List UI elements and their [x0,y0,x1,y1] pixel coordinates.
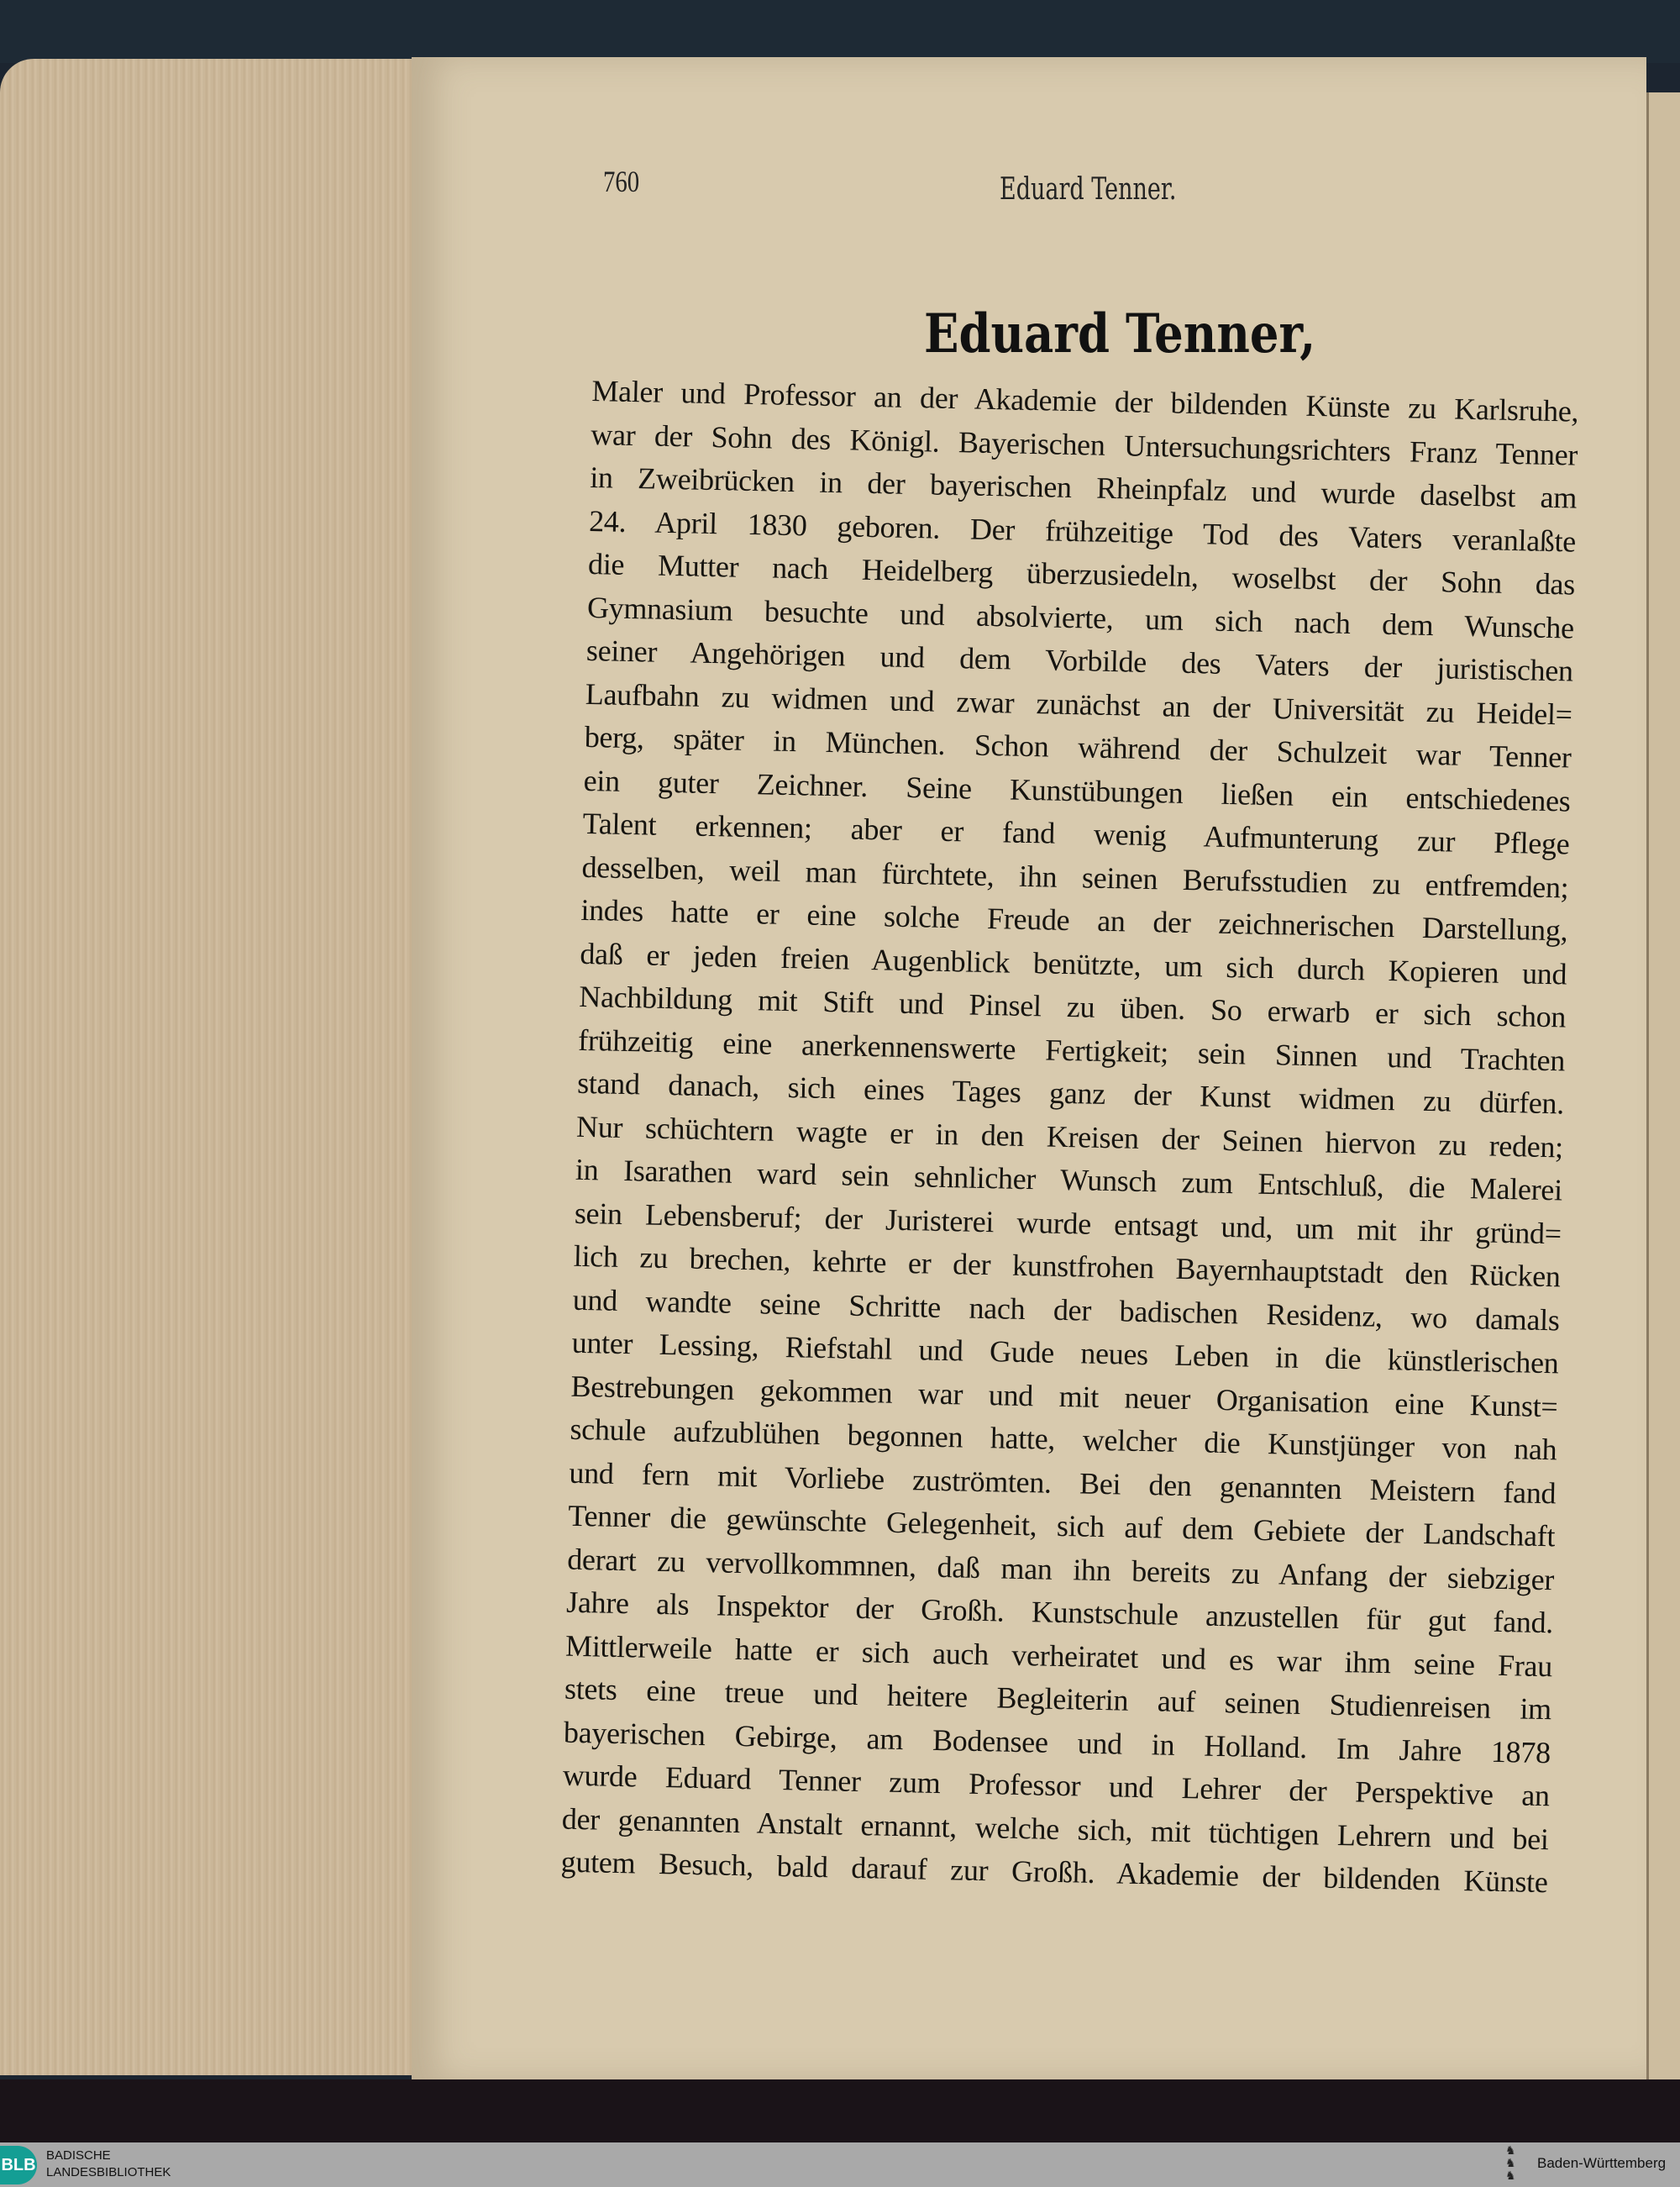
text-line: seiner Angehörigen und dem Vorbilde des Vaters der juristischen [585,633,1574,688]
text-line: in Isarathen ward sein sehnlicher Wunsch zum Entschluß, die Malerei [575,1152,1563,1207]
text-line: Tenner die gewünschte Gelegenheit, sich auf dem Gebiete der Landschaft [568,1498,1556,1554]
text-line: gutem Besuch, bald darauf zur Großh. Akademie der bildenden Künste [560,1844,1548,1900]
text-line: Talent erkennen; aber er fand wenig Aufmunterung zur Pflege [582,806,1570,861]
text-line: Mittlerweile hatte er sich auch verheiratet und es war ihm seine Frau [564,1628,1553,1683]
library-name-line-2: LANDESBIBLIOTHEK [46,2165,171,2179]
text-line: lich zu brechen, kehrte er der kunstfrohen Bayernhauptstadt den Rücken [573,1238,1562,1294]
three-lions-icon: ♞ ♞ ♞ [1505,2144,1516,2183]
text-line: wurde Eduard Tenner zum Professor und Lehrer der Perspektive an [562,1758,1551,1813]
text-line: unter Lessing, Riefstahl und Gude neues Leben in die künstlerischen [571,1325,1559,1380]
footer-bar [0,2142,1680,2187]
text-line: Nur schüchtern wagte er in den Kreisen der Seinen hiervon zu reden; [575,1109,1564,1164]
text-line: ein guter Zeichner. Seine Kunstübungen ließen ein entschiedenes [583,763,1571,817]
state-name[interactable]: Baden-Württemberg [1537,2155,1667,2171]
text-line: Nachbildung mit Stift und Pinsel zu üben. So erwarb er sich schon [578,979,1567,1034]
text-line: stand danach, sich eines Tages ganz der Kunst widmen zu dürfen. [576,1065,1565,1121]
article-title: Eduard Tenner, [924,302,1316,365]
page-number: 760 [603,165,640,198]
text-line: derart zu vervollkommnen, daß man ihn bereits zu Anfang der siebziger [566,1542,1555,1596]
text-line: schule aufzublühen begonnen hatte, welcher die Kunstjünger von nah [570,1412,1557,1467]
text-line: 24. April 1830 geboren. Der frühzeitige Tod des Vaters veranlaßte [588,503,1577,559]
text-line: war der Sohn des Königl. Bayerischen Untersuchungsrichters Franz Tenner [590,417,1578,472]
library-name-line-1: BADISCHE [46,2148,111,2163]
text-line: desselben, weil man fürchtete, ihn seinen Berufsstudien zu entfremden; [581,849,1569,904]
text-line: Bestrebungen gekommen war und mit neuer Organisation eine Kunst= [570,1369,1558,1423]
text-line: und fern mit Vorliebe zuströmten. Bei den genannten Meistern fand [569,1455,1557,1510]
book-fore-edge [0,59,420,2075]
text-line: der genannten Anstalt ernannt, welche sich, mit tüchtigen Lehrern und bei [561,1801,1550,1856]
text-line: Gymnasium besuchte und absolvierte, um sich nach dem Wunsche [586,590,1575,645]
text-line: in Zweibrücken in der bayerischen Rheinpfalz und wurde daselbst am [589,460,1578,515]
scan-background-top [0,0,1680,63]
facing-page-edge [1646,92,1680,2092]
text-line: Laufbahn zu widmen und zwar zunächst an der Universität zu Heidel= [585,676,1573,732]
blb-logo[interactable]: BLB [0,2146,37,2184]
text-line: Maler und Professor an der Akademie der bildenden Künste zu Karlsruhe, [591,373,1579,428]
text-line: sein Lebensberuf; der Juristerei wurde entsagt und, um mit ihr gründ= [574,1196,1562,1250]
text-line: frühzeitig eine anerkennenswerte Fertigkeit; sein Sinnen und Trachten [577,1023,1566,1077]
text-line: und wandte seine Schritte nach der badischen Residenz, wo damals [572,1282,1560,1337]
scan-background-bottom [0,2079,1680,2142]
text-line: stets eine treue und heitere Begleiterin auf seinen Studienreisen im [564,1671,1552,1727]
text-line: Jahre als Inspektor der Großh. Kunstschule anzustellen für gut fand. [565,1585,1554,1640]
text-line: daß er jeden freien Augenblick benützte, um sich durch Kopieren und [580,936,1567,991]
text-line: bayerischen Gebirge, am Bodensee und in Holland. Im Jahre 1878 [563,1715,1551,1769]
body-text [560,370,1578,1905]
library-name [46,2148,171,2181]
running-head: Eduard Tenner. [1000,172,1177,207]
text-line: indes hatte er eine solche Freude an der zeichnerischen Darstellung, [580,892,1568,948]
text-line: die Mutter nach Heidelberg überzusiedeln, woselbst der Sohn das [587,546,1576,602]
text-line: berg, später in München. Schon während der Schulzeit war Tenner [584,719,1572,775]
